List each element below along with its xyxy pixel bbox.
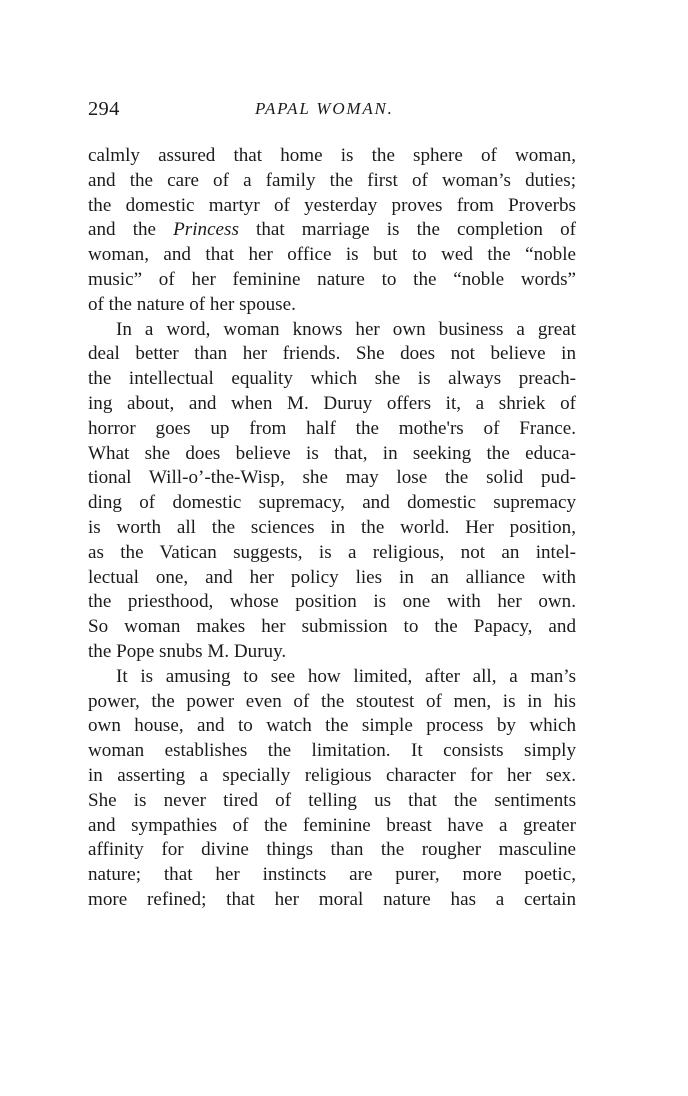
- paragraph-start-line: It is amusing to see how limited, after all, a man’s: [116, 665, 576, 687]
- text-line: more refined; that her moral nature has a certain: [88, 888, 576, 910]
- text-line: ing about, and when M. Duruy offers it, a shriek of: [88, 392, 576, 414]
- text-line: horror goes up from half the mothe'rs of France.: [88, 417, 576, 439]
- text-line: woman establishes the limitation. It consists simply: [88, 740, 576, 762]
- text-line: [88, 218, 576, 243]
- text-line: calmly assured that home is the sphere of woman,: [88, 145, 576, 166]
- text-line: music” of her feminine nature to the “noble words”: [88, 268, 576, 290]
- text-line: woman, and that her office is but to wed the “noble: [88, 244, 576, 266]
- text-line: and the care of a family the first of woman’s duties;: [88, 169, 576, 191]
- text-line: the intellectual equality which she is always preach-: [88, 368, 576, 390]
- text-line: affinity for divine things than the rougher masculine: [88, 839, 576, 861]
- text-line: the Pope snubs M. Duruy.: [88, 640, 287, 662]
- book-page: [88, 98, 576, 913]
- running-title: PAPAL WOMAN.: [255, 99, 394, 118]
- text-line: So woman makes her submission to the Papacy, and: [88, 616, 576, 638]
- text-line: She is never tired of telling us that the sentiments: [88, 789, 576, 811]
- text-line: What she does believe is that, in seeking the educa-: [88, 442, 576, 464]
- text-line: in asserting a specially religious character for her sex.: [88, 764, 576, 786]
- text-line: ding of domestic supremacy, and domestic supremacy: [88, 492, 576, 514]
- page-number: 294: [88, 98, 120, 120]
- text-line: nature; that her instincts are purer, more poetic,: [88, 864, 576, 886]
- text-line: as the Vatican suggests, is a religious, not an intel-: [88, 541, 576, 563]
- text-line: deal better than her friends. She does not believe in: [88, 343, 576, 365]
- text-line: the priesthood, whose position is one with her own.: [88, 591, 576, 613]
- text-line: the domestic martyr of yesterday proves from Proverbs: [88, 194, 576, 216]
- text-line: and sympathies of the feminine breast have a greater: [88, 814, 576, 836]
- text-line: own house, and to watch the simple process by which: [88, 715, 576, 737]
- body-text: [88, 144, 576, 913]
- text-fragment: and the: [88, 219, 174, 241]
- text-line: tional Will-o’-the-Wisp, she may lose the solid pud-: [88, 467, 576, 489]
- italic-title-princess: Princess: [173, 219, 239, 241]
- text-line: of the nature of her spouse.: [88, 293, 296, 315]
- running-head: [88, 98, 576, 128]
- text-fragment: that marriage is the completion of: [238, 219, 576, 241]
- text-line: power, the power even of the stoutest of men, is in his: [88, 690, 576, 712]
- text-line: is worth all the sciences in the world. Her position,: [88, 516, 576, 538]
- text-line: lectual one, and her policy lies in an alliance with: [88, 566, 576, 588]
- paragraph-start-line: In a word, woman knows her own business a great: [116, 318, 576, 340]
